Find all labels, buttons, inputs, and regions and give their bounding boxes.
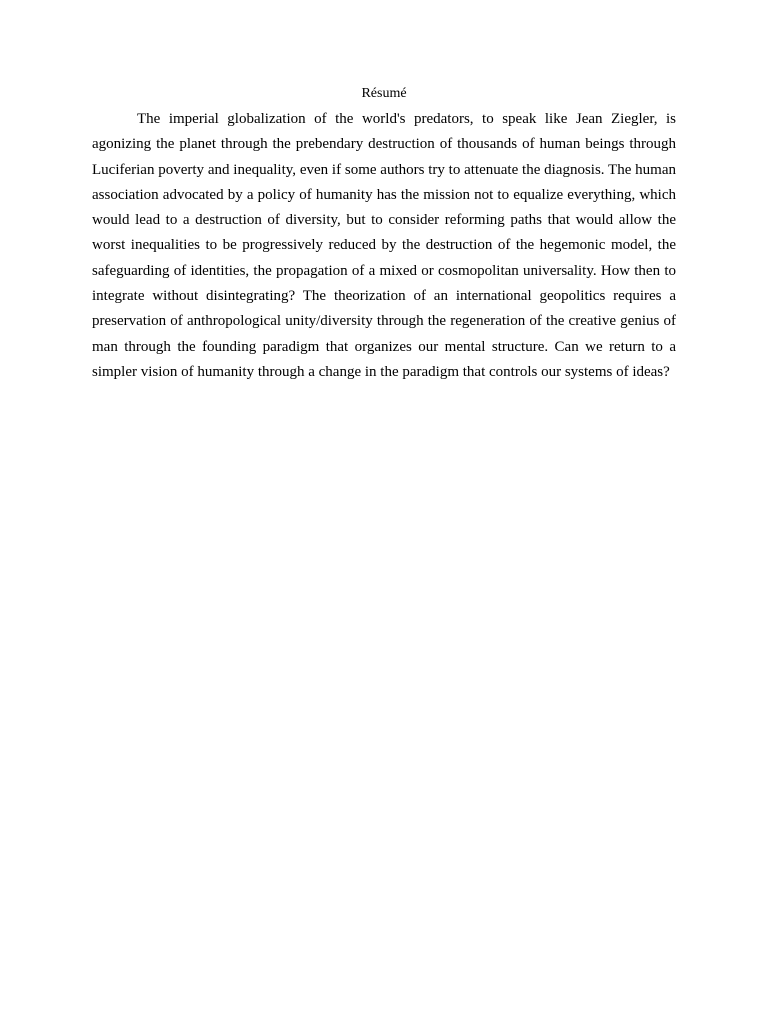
page-title: Résumé xyxy=(361,86,407,101)
abstract-paragraph: The imperial globalization of the world's predators, to speak like Jean Ziegler, is agonizing the planet through the prebendary destruction of thousands of human beings through Luciferian poverty and inequality, even if some authors try to attenuate the diagnosis. The human association advocated by a policy of humanity has the mission not to equalize everything, which would lead to a destruction of diversity, but to consider reforming paths that would allow the worst inequalities to be progressively reduced by the destruction of the hegemonic model, the safeguarding of identities, the propagation of a mixed or cosmopolitan universality. How then to integrate without disintegrating? The theorization of an international geopolitics requires a preservation of anthropological unity/diversity through the regeneration of the creative genius of man through the founding paradigm that organizes our mental structure. Can we return to a simpler vision of humanity through a change in the paradigm that controls our systems of ideas? xyxy=(92,111,676,380)
